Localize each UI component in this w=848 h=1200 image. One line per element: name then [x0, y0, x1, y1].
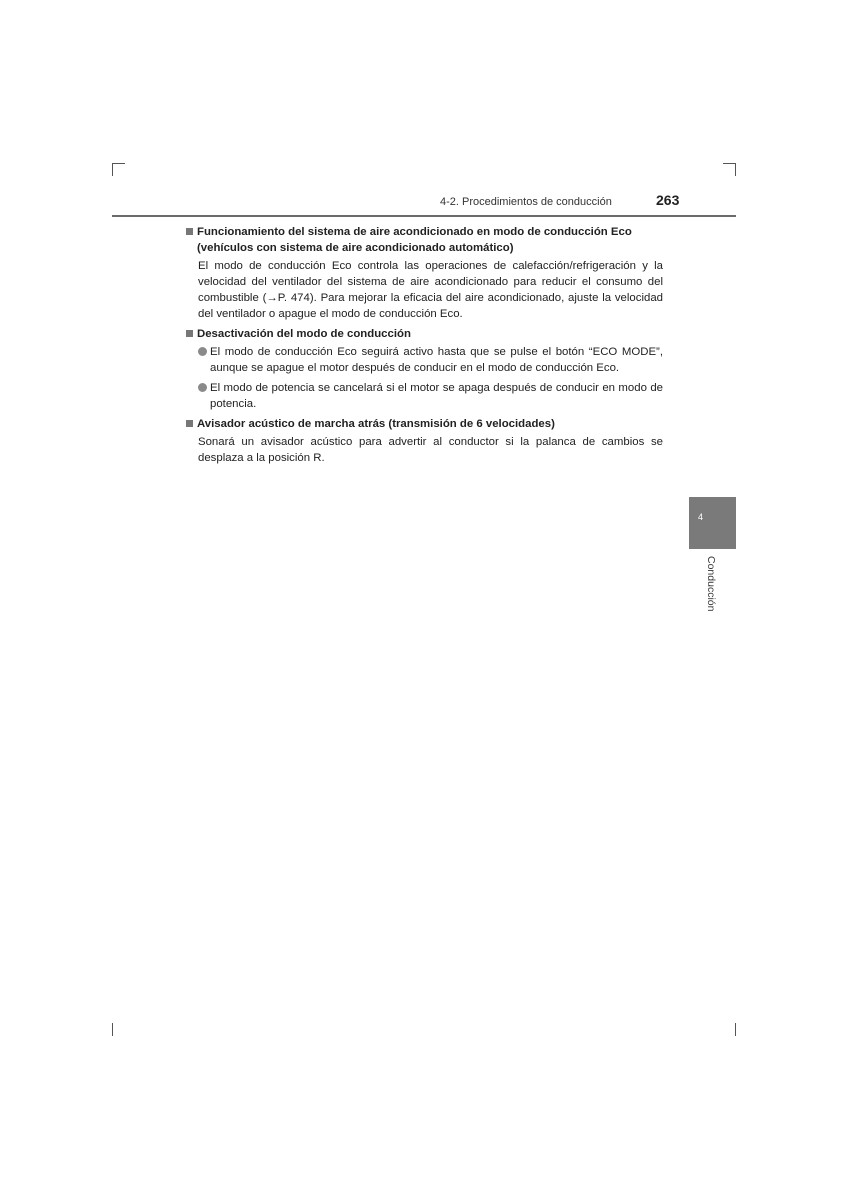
section-heading-eco-air-conditioning	[185, 224, 663, 256]
bullet-list	[185, 344, 663, 412]
section-body-eco-air-conditioning: El modo de conducción Eco controla las operaciones de calefacción/refrigeración y la velocidad del ventilador del sistema de aire acondicionado para reducir el consumo del combustible (→P. 474). Para mejorar la eficacia del aire acondicionado, ajuste la velocidad del ventilador o apague el modo de conducción Eco.	[198, 260, 663, 320]
list-item-text: El modo de potencia se cancelará si el motor se apaga después de conducir en modo de potencia.	[210, 382, 663, 410]
chapter-label: Conducción	[705, 556, 717, 612]
header-rule	[112, 215, 736, 217]
chapter-number: 4	[698, 512, 704, 522]
circle-bullet-icon	[198, 383, 207, 392]
crop-mark-top-right-horizontal	[723, 163, 736, 164]
square-bullet-icon	[186, 228, 193, 235]
list-item	[198, 380, 663, 412]
square-bullet-icon	[186, 420, 193, 427]
section-heading-text: Funcionamiento del sistema de aire acondicionado en modo de conducción Eco (vehículos con sistema de aire acondicionado automático)	[197, 226, 632, 254]
section-heading-text: Avisador acústico de marcha atrás (transmisión de 6 velocidades)	[197, 418, 555, 430]
circle-bullet-icon	[198, 347, 207, 356]
chapter-label-container	[703, 556, 717, 620]
square-bullet-icon	[186, 330, 193, 337]
section-heading-text: Desactivación del modo de conducción	[197, 328, 411, 340]
chapter-tab	[689, 497, 736, 549]
page-number: 263	[656, 192, 680, 208]
list-item-text: El modo de conducción Eco seguirá activo hasta que se pulse el botón “ECO MODE”, aunque se apague el motor después de conducir en el modo de conducción Eco.	[210, 346, 663, 374]
crop-mark-bottom-left	[112, 1023, 113, 1036]
section-title: 4-2. Procedimientos de conducción	[440, 196, 612, 208]
crop-mark-top-left-horizontal	[112, 163, 125, 164]
crop-mark-top-left-vertical	[112, 163, 113, 176]
section-heading-reverse-buzzer	[185, 416, 663, 432]
section-heading-mode-deactivation	[185, 326, 663, 342]
page-content	[185, 224, 663, 466]
crop-mark-bottom-right	[735, 1023, 736, 1036]
section-body-reverse-buzzer: Sonará un avisador acústico para advertir al conductor si la palanca de cambios se desplaza a la posición R.	[198, 436, 663, 464]
list-item	[198, 344, 663, 376]
crop-mark-top-right-vertical	[735, 163, 736, 176]
